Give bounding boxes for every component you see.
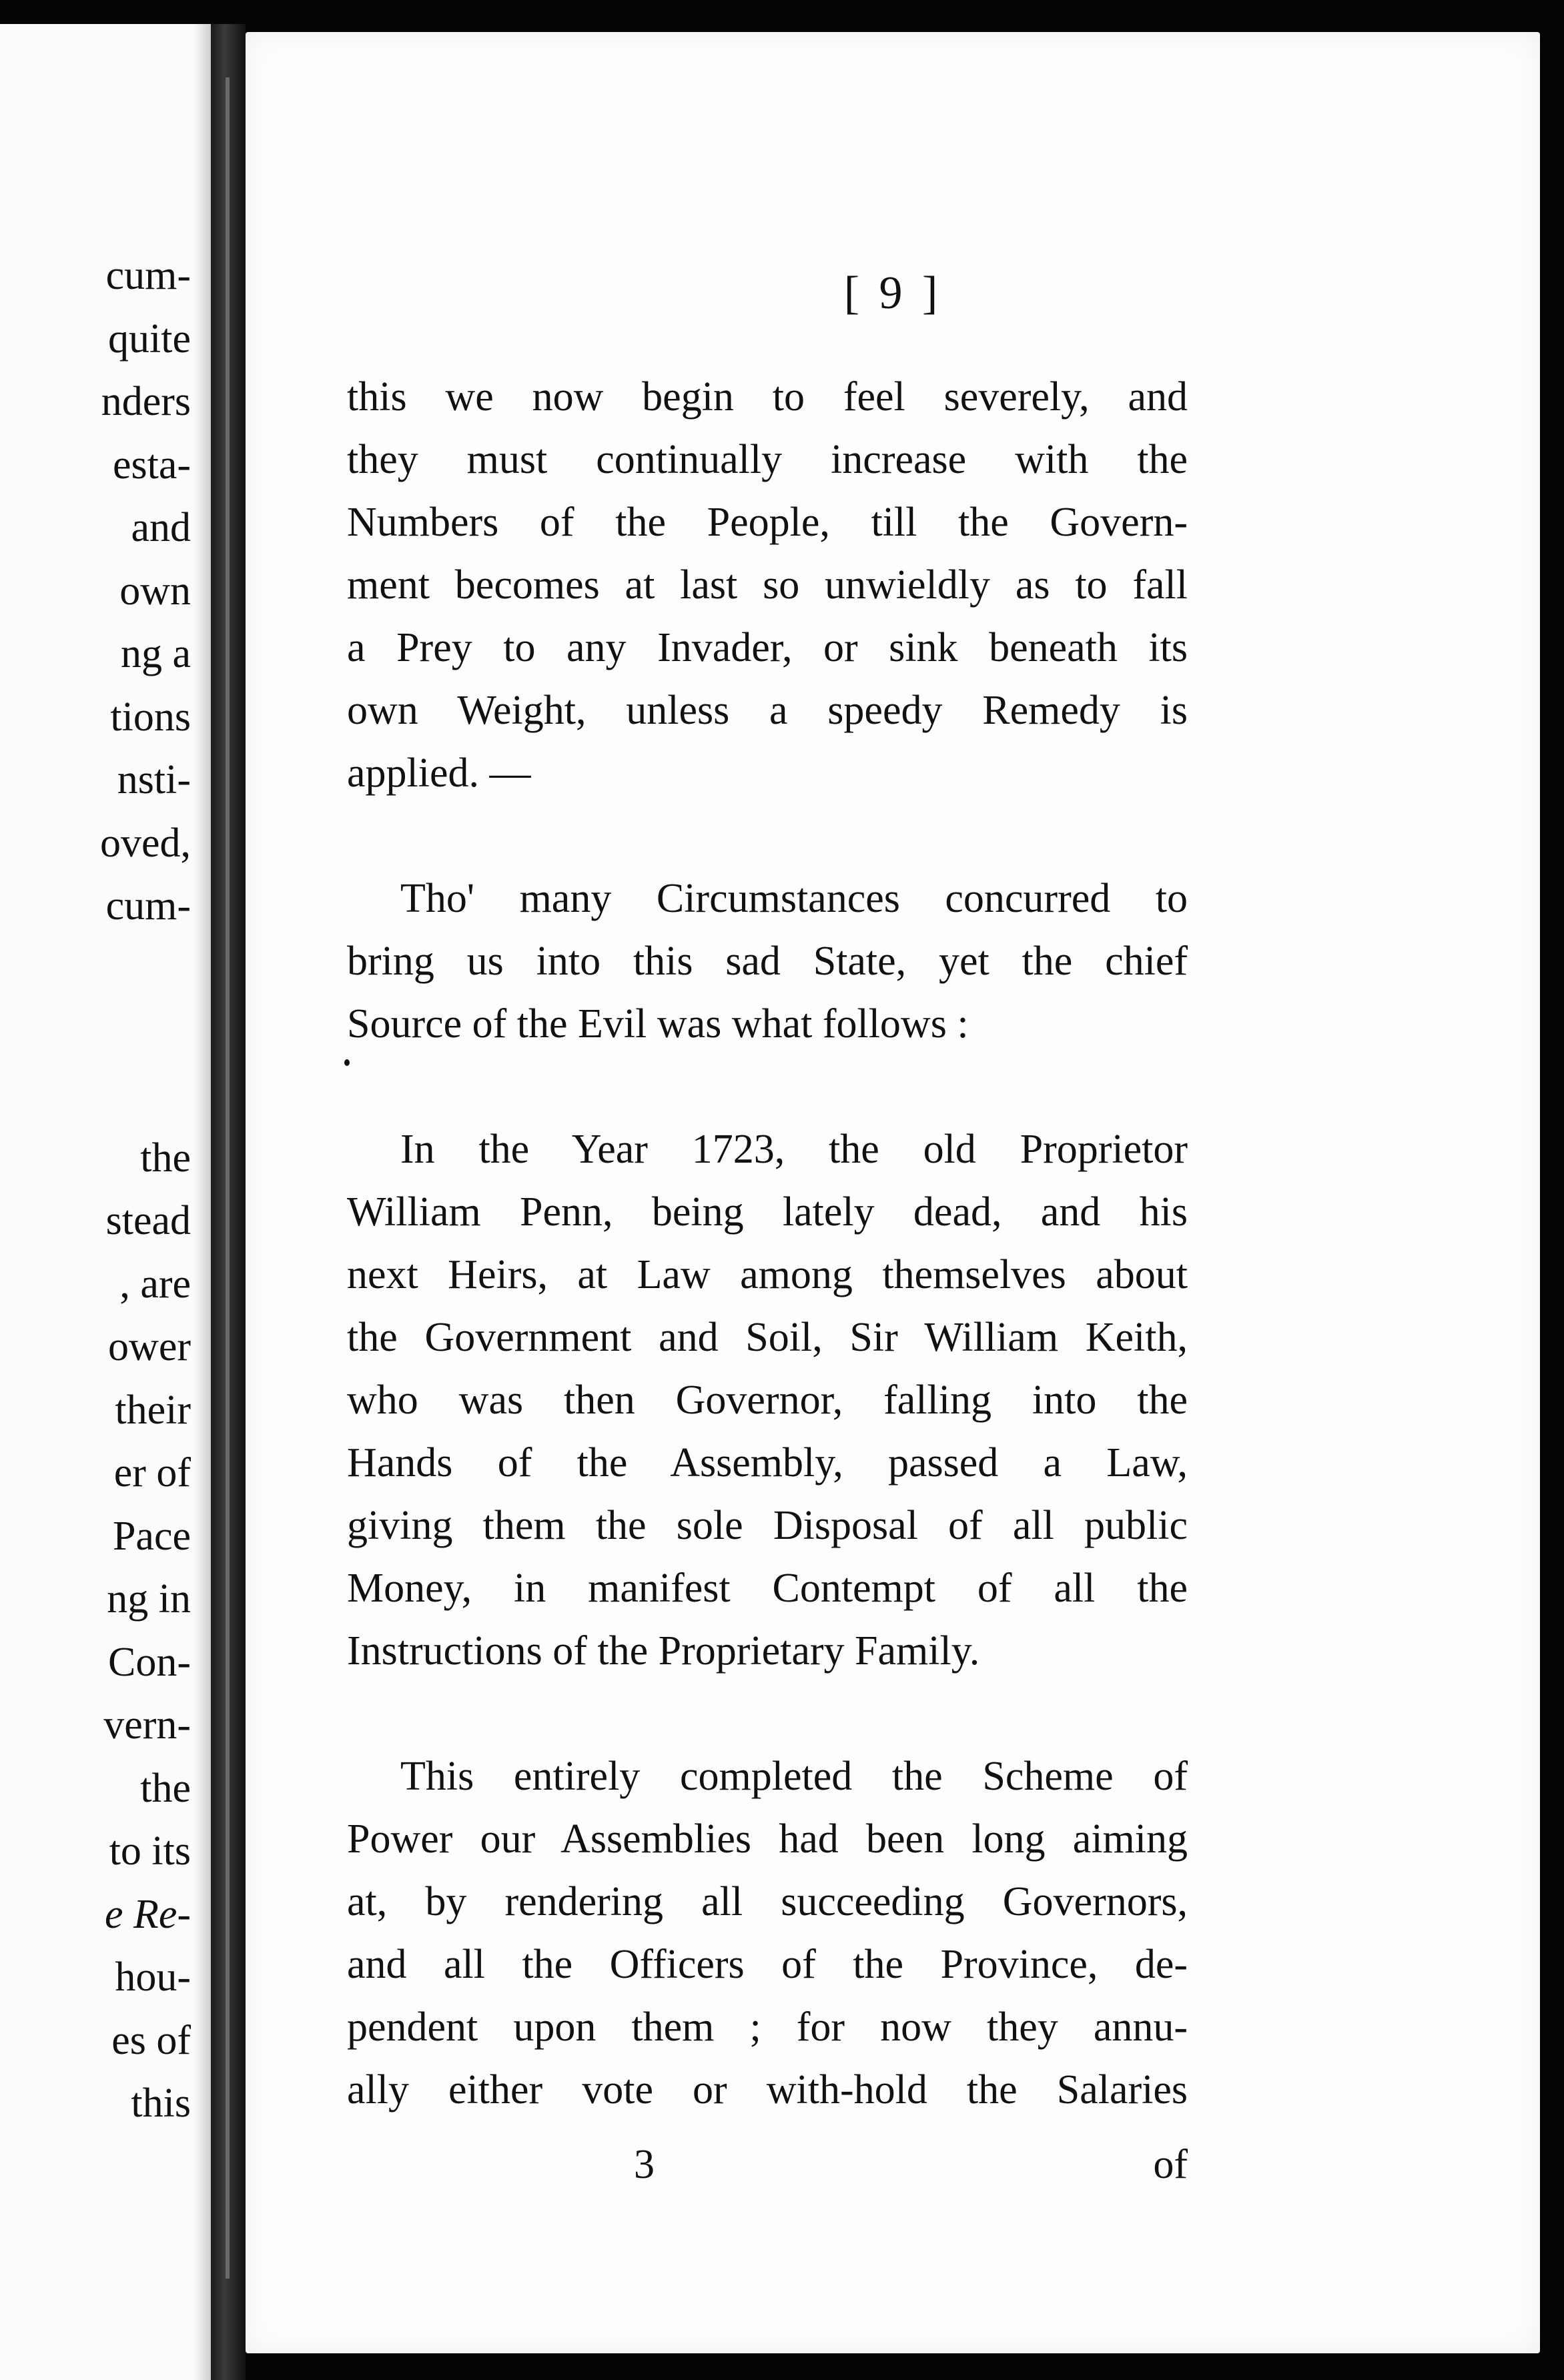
ink-speck: [344, 1059, 350, 1066]
paragraph: [347, 1118, 1188, 1682]
text-line: Tho' many Circumstances concurred to: [400, 876, 1188, 921]
text-line: William Penn, being lately dead, and his: [347, 1189, 1188, 1235]
catchword: of: [1153, 2142, 1188, 2187]
text-line: a Prey to any Invader, or sink beneath its: [347, 625, 1188, 670]
facing-line: their: [115, 1387, 191, 1433]
signature-mark: 3: [634, 2142, 655, 2187]
facing-line: stead: [105, 1198, 191, 1243]
facing-line: Pace: [112, 1513, 191, 1559]
text-line: ally either vote or with-hold the Salaries: [347, 2067, 1188, 2113]
paragraph: [347, 867, 1188, 1055]
main-page: [246, 32, 1540, 2353]
text-line: next Heirs, at Law among themselves about: [347, 1252, 1188, 1297]
facing-line: and: [131, 505, 191, 550]
text-line: own Weight, unless a speedy Remedy is: [347, 688, 1188, 733]
text-line: Source of the Evil was what follows :: [347, 1001, 969, 1047]
text-line: ment becomes at last so unwieldly as to fall: [347, 562, 1188, 608]
page-edge: [226, 77, 230, 2279]
facing-line: e Re-: [104, 1891, 191, 1937]
facing-line: , are: [119, 1261, 191, 1307]
book-spine: [211, 24, 246, 2380]
text-line: who was then Governor, falling into the: [347, 1377, 1188, 1423]
paragraph: [347, 1745, 1188, 2121]
facing-page-text: [100, 244, 191, 2135]
facing-page: [0, 24, 211, 2380]
facing-line: cum-: [105, 883, 191, 929]
facing-line: vern-: [103, 1702, 191, 1748]
text-line: bring us into this sad State, yet the chief: [347, 939, 1188, 984]
text-line: In the Year 1723, the old Proprietor: [400, 1127, 1188, 1172]
facing-line: esta-: [112, 442, 191, 488]
text-line: This entirely completed the Scheme of: [400, 1754, 1188, 1799]
text-line: Money, in manifest Contempt of all the: [347, 1566, 1188, 1611]
facing-line: nders: [101, 379, 191, 424]
text-line: Instructions of the Proprietary Family.: [347, 1628, 980, 1674]
facing-line: hou-: [115, 1954, 191, 2000]
facing-line: tions: [110, 694, 191, 740]
paragraph: [347, 366, 1188, 804]
text-line: applied. —: [347, 750, 531, 796]
facing-line: cum-: [105, 253, 191, 298]
body-text: [347, 366, 1188, 2121]
facing-line: ng a: [120, 631, 191, 676]
text-line: at, by rendering all succeeding Governors,: [347, 1879, 1188, 1924]
facing-line: es of: [111, 2017, 191, 2063]
facing-line: ng in: [107, 1576, 191, 1622]
paragraph-gap: [100, 938, 191, 1127]
facing-line: quite: [108, 316, 191, 362]
page-number: [ 9 ]: [843, 267, 942, 319]
text-line: this we now begin to feel severely, and: [347, 374, 1188, 420]
facing-line: oved,: [99, 820, 191, 866]
text-line: and all the Officers of the Province, de-: [347, 1942, 1188, 1987]
facing-line: ower: [108, 1324, 191, 1369]
facing-line: this: [131, 2080, 191, 2126]
facing-line: nsti-: [117, 757, 191, 802]
text-line: the Government and Soil, Sir William Keith,: [347, 1315, 1188, 1360]
page-footer: [347, 2133, 1188, 2196]
text-line: Numbers of the People, till the Govern-: [347, 500, 1188, 545]
text-line: they must continually increase with the: [347, 437, 1188, 482]
text-line: Power our Assemblies had been long aiming: [347, 1816, 1188, 1862]
text-line: giving them the sole Disposal of all public: [347, 1503, 1188, 1548]
facing-line: the: [140, 1765, 191, 1811]
text-line: pendent upon them ; for now they annu-: [347, 2004, 1188, 2050]
facing-line: er of: [113, 1450, 191, 1496]
gutter-shadow: [193, 24, 211, 2380]
facing-line: the: [140, 1135, 191, 1181]
facing-line: to its: [109, 1828, 191, 1874]
text-line: Hands of the Assembly, passed a Law,: [347, 1440, 1188, 1485]
facing-line: Con-: [108, 1639, 191, 1685]
facing-line: own: [119, 568, 191, 614]
